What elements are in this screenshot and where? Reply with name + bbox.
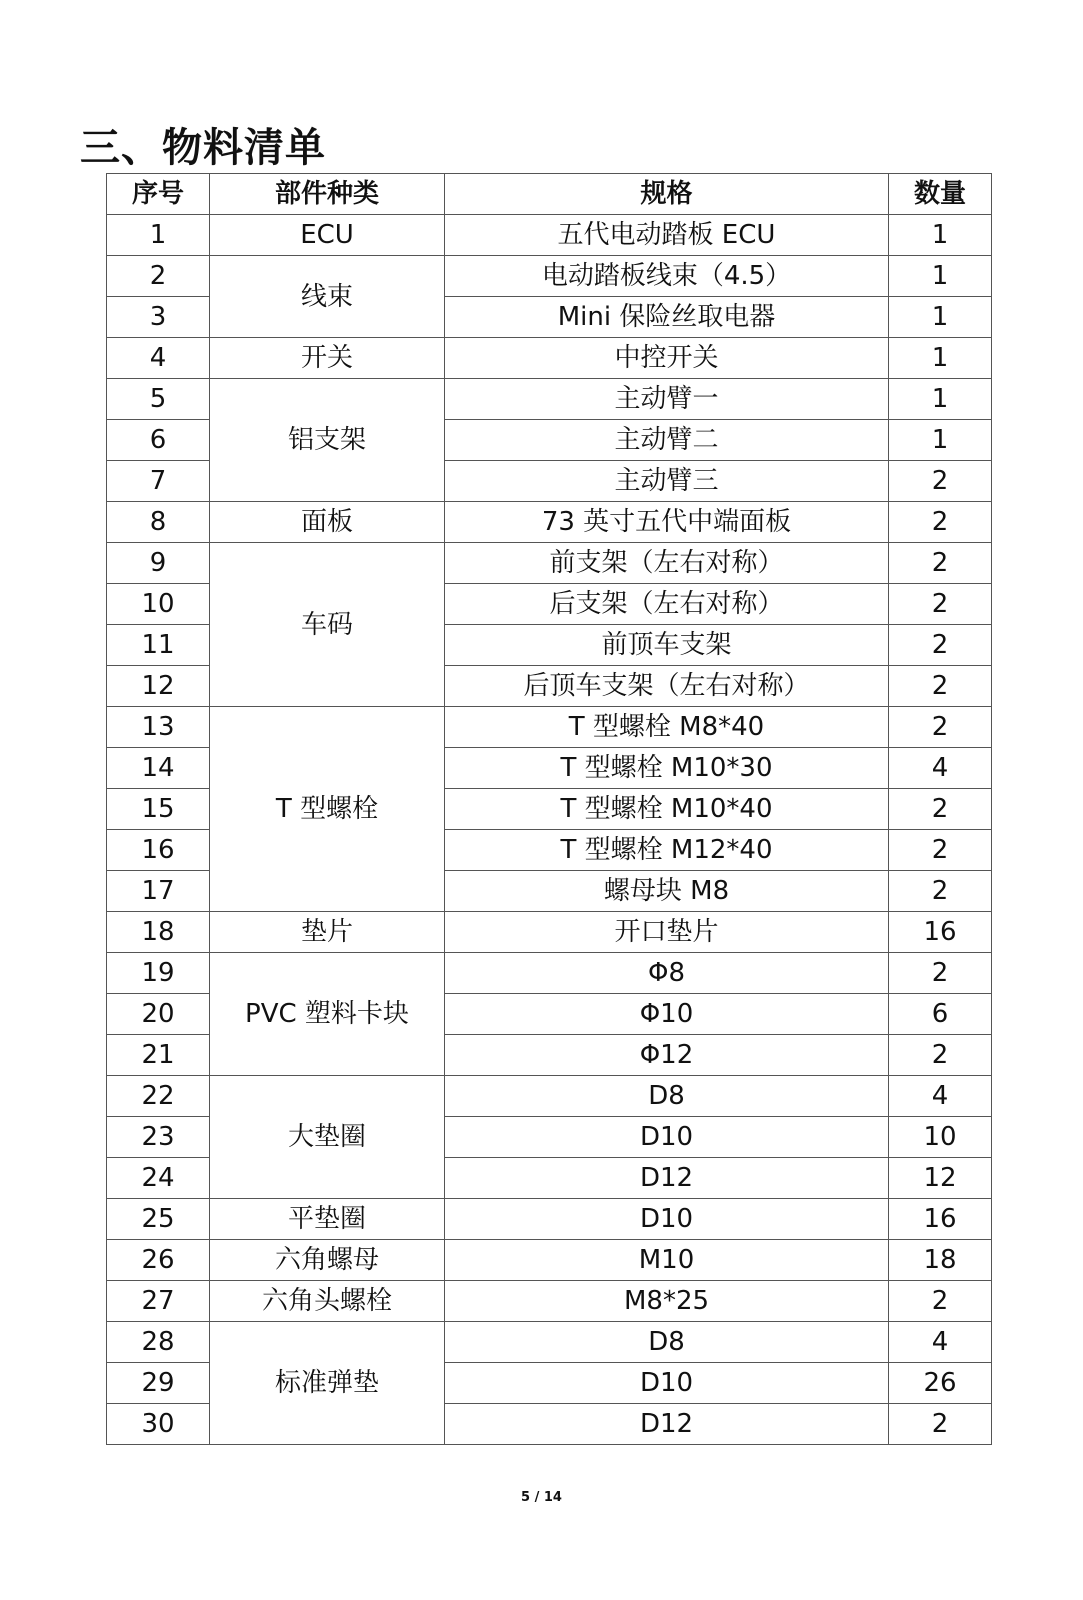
part-type-cell: ECU <box>210 215 445 256</box>
part-type-cell: 平垫圈 <box>210 1199 445 1240</box>
quantity-cell: 16 <box>889 912 992 953</box>
row-number-cell: 8 <box>107 502 210 543</box>
quantity-cell: 6 <box>889 994 992 1035</box>
table-row <box>107 215 992 256</box>
spec-cell: T 型螺栓 M8*40 <box>445 707 889 748</box>
table-header-row <box>107 174 992 215</box>
quantity-cell: 10 <box>889 1117 992 1158</box>
row-number-cell: 23 <box>107 1117 210 1158</box>
quantity-cell: 2 <box>889 584 992 625</box>
spec-cell: 73 英寸五代中端面板 <box>445 502 889 543</box>
bill-of-materials-table <box>106 173 992 1445</box>
spec-cell: 电动踏板线束（4.5） <box>445 256 889 297</box>
row-number-cell: 29 <box>107 1363 210 1404</box>
quantity-cell: 2 <box>889 871 992 912</box>
row-number-cell: 2 <box>107 256 210 297</box>
quantity-cell: 1 <box>889 215 992 256</box>
part-type-cell: 面板 <box>210 502 445 543</box>
table-row <box>107 338 992 379</box>
table-row <box>107 1076 992 1117</box>
table-row <box>107 912 992 953</box>
row-number-cell: 16 <box>107 830 210 871</box>
part-type-cell: 铝支架 <box>210 379 445 502</box>
part-type-cell: 线束 <box>210 256 445 338</box>
quantity-cell: 1 <box>889 338 992 379</box>
part-type-cell: 开关 <box>210 338 445 379</box>
quantity-cell: 2 <box>889 666 992 707</box>
spec-cell: 主动臂三 <box>445 461 889 502</box>
spec-cell: 后支架（左右对称） <box>445 584 889 625</box>
quantity-cell: 16 <box>889 1199 992 1240</box>
row-number-cell: 9 <box>107 543 210 584</box>
table-row <box>107 1240 992 1281</box>
header-no: 序号 <box>107 174 210 215</box>
part-type-cell: 六角头螺栓 <box>210 1281 445 1322</box>
spec-cell: Φ8 <box>445 953 889 994</box>
part-type-cell: 垫片 <box>210 912 445 953</box>
quantity-cell: 1 <box>889 256 992 297</box>
quantity-cell: 4 <box>889 1322 992 1363</box>
spec-cell: D8 <box>445 1076 889 1117</box>
row-number-cell: 3 <box>107 297 210 338</box>
quantity-cell: 1 <box>889 379 992 420</box>
row-number-cell: 6 <box>107 420 210 461</box>
quantity-cell: 2 <box>889 1035 992 1076</box>
row-number-cell: 1 <box>107 215 210 256</box>
spec-cell: T 型螺栓 M12*40 <box>445 830 889 871</box>
spec-cell: Mini 保险丝取电器 <box>445 297 889 338</box>
spec-cell: 五代电动踏板 ECU <box>445 215 889 256</box>
row-number-cell: 20 <box>107 994 210 1035</box>
row-number-cell: 14 <box>107 748 210 789</box>
spec-cell: 中控开关 <box>445 338 889 379</box>
quantity-cell: 4 <box>889 1076 992 1117</box>
header-qty: 数量 <box>889 174 992 215</box>
table-row <box>107 502 992 543</box>
row-number-cell: 25 <box>107 1199 210 1240</box>
quantity-cell: 2 <box>889 707 992 748</box>
spec-cell: 前顶车支架 <box>445 625 889 666</box>
spec-cell: D12 <box>445 1158 889 1199</box>
row-number-cell: 13 <box>107 707 210 748</box>
spec-cell: 螺母块 M8 <box>445 871 889 912</box>
row-number-cell: 19 <box>107 953 210 994</box>
row-number-cell: 28 <box>107 1322 210 1363</box>
quantity-cell: 1 <box>889 420 992 461</box>
quantity-cell: 26 <box>889 1363 992 1404</box>
spec-cell: T 型螺栓 M10*40 <box>445 789 889 830</box>
spec-cell: D10 <box>445 1199 889 1240</box>
spec-cell: T 型螺栓 M10*30 <box>445 748 889 789</box>
row-number-cell: 10 <box>107 584 210 625</box>
row-number-cell: 26 <box>107 1240 210 1281</box>
table-row <box>107 1322 992 1363</box>
quantity-cell: 18 <box>889 1240 992 1281</box>
part-type-cell: 标准弹垫 <box>210 1322 445 1445</box>
row-number-cell: 5 <box>107 379 210 420</box>
spec-cell: M8*25 <box>445 1281 889 1322</box>
header-spec: 规格 <box>445 174 889 215</box>
part-type-cell: PVC 塑料卡块 <box>210 953 445 1076</box>
table-row <box>107 953 992 994</box>
page-title: 三、物料清单 <box>80 125 326 171</box>
quantity-cell: 4 <box>889 748 992 789</box>
spec-cell: 主动臂一 <box>445 379 889 420</box>
quantity-cell: 2 <box>889 543 992 584</box>
quantity-cell: 12 <box>889 1158 992 1199</box>
quantity-cell: 2 <box>889 953 992 994</box>
header-part-type: 部件种类 <box>210 174 445 215</box>
spec-cell: 前支架（左右对称） <box>445 543 889 584</box>
row-number-cell: 17 <box>107 871 210 912</box>
row-number-cell: 4 <box>107 338 210 379</box>
spec-cell: D8 <box>445 1322 889 1363</box>
part-type-cell: 大垫圈 <box>210 1076 445 1199</box>
spec-cell: D12 <box>445 1404 889 1445</box>
row-number-cell: 12 <box>107 666 210 707</box>
table-row <box>107 543 992 584</box>
spec-cell: Φ10 <box>445 994 889 1035</box>
quantity-cell: 2 <box>889 789 992 830</box>
row-number-cell: 27 <box>107 1281 210 1322</box>
row-number-cell: 11 <box>107 625 210 666</box>
page-number: 5 / 14 <box>521 1490 562 1505</box>
row-number-cell: 7 <box>107 461 210 502</box>
quantity-cell: 2 <box>889 1404 992 1445</box>
quantity-cell: 2 <box>889 502 992 543</box>
row-number-cell: 18 <box>107 912 210 953</box>
row-number-cell: 21 <box>107 1035 210 1076</box>
row-number-cell: 15 <box>107 789 210 830</box>
table-row <box>107 1199 992 1240</box>
quantity-cell: 2 <box>889 625 992 666</box>
quantity-cell: 2 <box>889 830 992 871</box>
spec-cell: 后顶车支架（左右对称） <box>445 666 889 707</box>
spec-cell: Φ12 <box>445 1035 889 1076</box>
spec-cell: M10 <box>445 1240 889 1281</box>
row-number-cell: 30 <box>107 1404 210 1445</box>
spec-cell: D10 <box>445 1117 889 1158</box>
table-row <box>107 256 992 297</box>
table-body <box>107 215 992 1445</box>
table-row <box>107 707 992 748</box>
spec-cell: D10 <box>445 1363 889 1404</box>
part-type-cell: 六角螺母 <box>210 1240 445 1281</box>
quantity-cell: 2 <box>889 461 992 502</box>
table-row <box>107 379 992 420</box>
spec-cell: 开口垫片 <box>445 912 889 953</box>
spec-cell: 主动臂二 <box>445 420 889 461</box>
part-type-cell: T 型螺栓 <box>210 707 445 912</box>
part-type-cell: 车码 <box>210 543 445 707</box>
quantity-cell: 2 <box>889 1281 992 1322</box>
row-number-cell: 24 <box>107 1158 210 1199</box>
row-number-cell: 22 <box>107 1076 210 1117</box>
quantity-cell: 1 <box>889 297 992 338</box>
table-row <box>107 1281 992 1322</box>
